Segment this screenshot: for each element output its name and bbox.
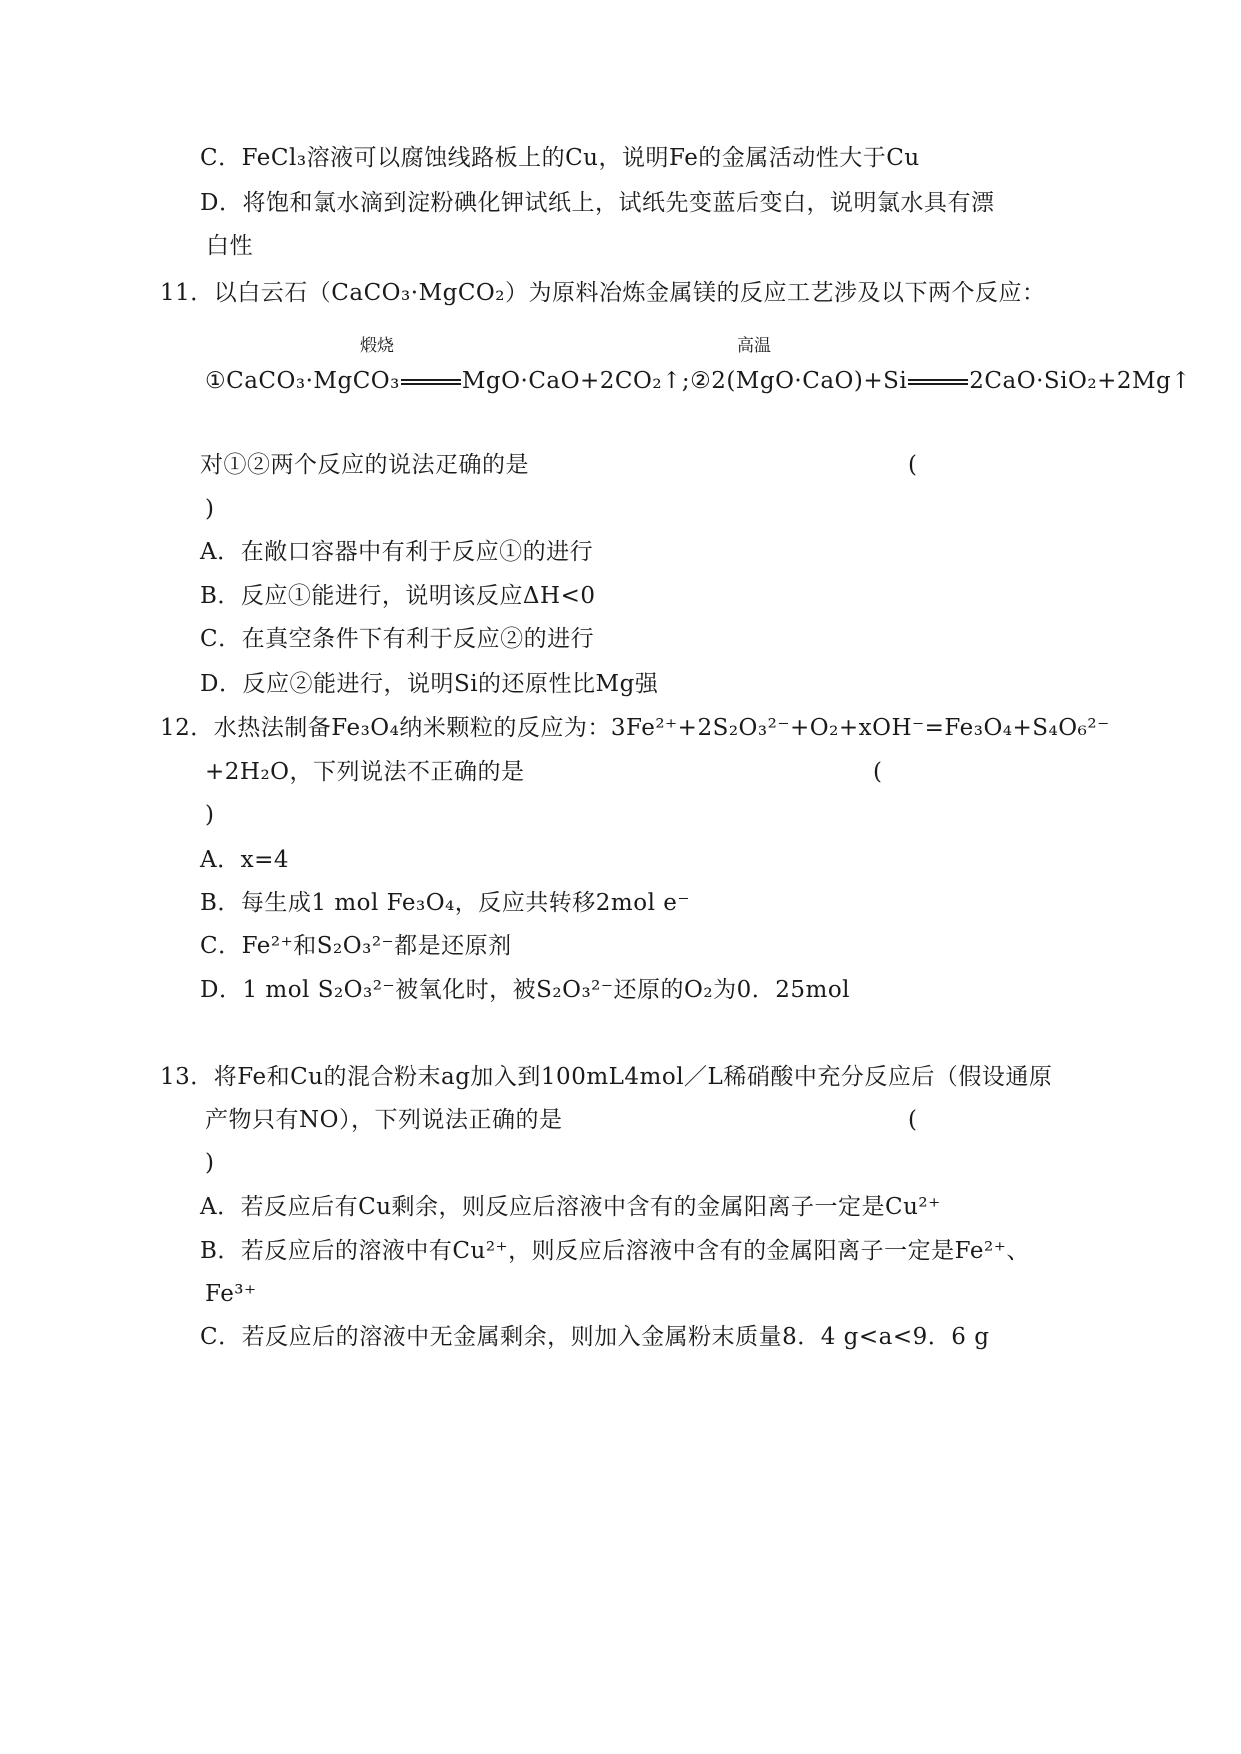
q11-answer-paren-open: ( bbox=[908, 452, 917, 478]
q10-option-d-line1: D．将饱和氯水滴到淀粉碘化钾试纸上，试纸先变蓝后变白，说明氯水具有漂 bbox=[200, 190, 995, 216]
q11-eq-part3: 2CaO·SiO₂+2Mg↑ bbox=[969, 368, 1192, 394]
q12-option-b: B．每生成1 mol Fe₃O₄，反应共转移2mol e⁻ bbox=[200, 890, 690, 916]
q13-stem-line2: 产物只有NO），下列说法正确的是 bbox=[205, 1107, 563, 1133]
q13-option-c: C．若反应后的溶液中无金属剩余，则加入金属粉末质量8．4 g<a<9．6 g bbox=[200, 1324, 990, 1350]
q11-option-a: A．在敞口容器中有利于反应①的进行 bbox=[200, 539, 594, 565]
q13-stem-line1: 13．将Fe和Cu的混合粉末ag加入到100mL4mol／L稀硝酸中充分反应后（假设通原 bbox=[160, 1064, 1053, 1090]
q11-option-b: B．反应①能进行，说明该反应ΔH<0 bbox=[200, 583, 596, 609]
q11-condition-high-temp: 高温 bbox=[737, 336, 771, 356]
q10-option-d-line2: 白性 bbox=[206, 233, 253, 259]
q11-condition-calcine: 煅烧 bbox=[360, 336, 394, 356]
q12-option-d: D．1 mol S₂O₃²⁻被氧化时，被S₂O₃²⁻还原的O₂为0．25mol bbox=[200, 977, 851, 1003]
q13-option-b-line2: Fe³⁺ bbox=[205, 1281, 257, 1307]
q12-stem-line2: +2H₂O，下列说法不正确的是 bbox=[205, 759, 525, 785]
q12-stem-line1: 12．水热法制备Fe₃O₄纳米颗粒的反应为：3Fe²⁺+2S₂O₃²⁻+O₂+xOH⁻=Fe₃O₄+S₄O₆²⁻ bbox=[160, 715, 1110, 741]
q13-option-b-line1: B．若反应后的溶液中有Cu²⁺，则反应后溶液中含有的金属阳离子一定是Fe²⁺、 bbox=[200, 1238, 1030, 1264]
q13-answer-paren-close: ) bbox=[205, 1150, 215, 1176]
q13-answer-paren-open: ( bbox=[908, 1107, 917, 1133]
q11-stem: 11．以白云石（CaCO₃·MgCO₂）为原料冶炼金属镁的反应工艺涉及以下两个反应： bbox=[160, 280, 1046, 306]
q12-option-a: A．x=4 bbox=[200, 847, 289, 873]
q11-eq-part2: MgO·CaO+2CO₂↑;②2(MgO·CaO)+Si bbox=[461, 368, 908, 394]
q11-option-d: D．反应②能进行，说明Si的还原性比Mg强 bbox=[200, 671, 659, 697]
q12-answer-paren-open: ( bbox=[873, 759, 882, 785]
q10-option-c: C．FeCl₃溶液可以腐蚀线路板上的Cu，说明Fe的金属活动性大于Cu bbox=[200, 145, 920, 171]
q11-question: 对①②两个反应的说法疋确的是 bbox=[200, 452, 529, 478]
q13-option-a: A．若反应后有Cu剩余，则反应后溶液中含有的金属阳离子一定是Cu²⁺ bbox=[200, 1194, 941, 1220]
q12-option-c: C．Fe²⁺和S₂O₃²⁻都是还原剂 bbox=[200, 933, 512, 959]
q11-option-c: C．在真空条件下有利于反应②的进行 bbox=[200, 626, 595, 652]
q12-answer-paren-close: ) bbox=[205, 802, 215, 828]
q11-answer-paren-close: ) bbox=[205, 496, 215, 522]
q11-eq-sign-2 bbox=[908, 379, 968, 385]
q11-eq-sign-1 bbox=[401, 379, 461, 385]
q11-eq-part1: ①CaCO₃·MgCO₃ bbox=[205, 368, 400, 394]
q11-equations bbox=[205, 366, 1191, 396]
